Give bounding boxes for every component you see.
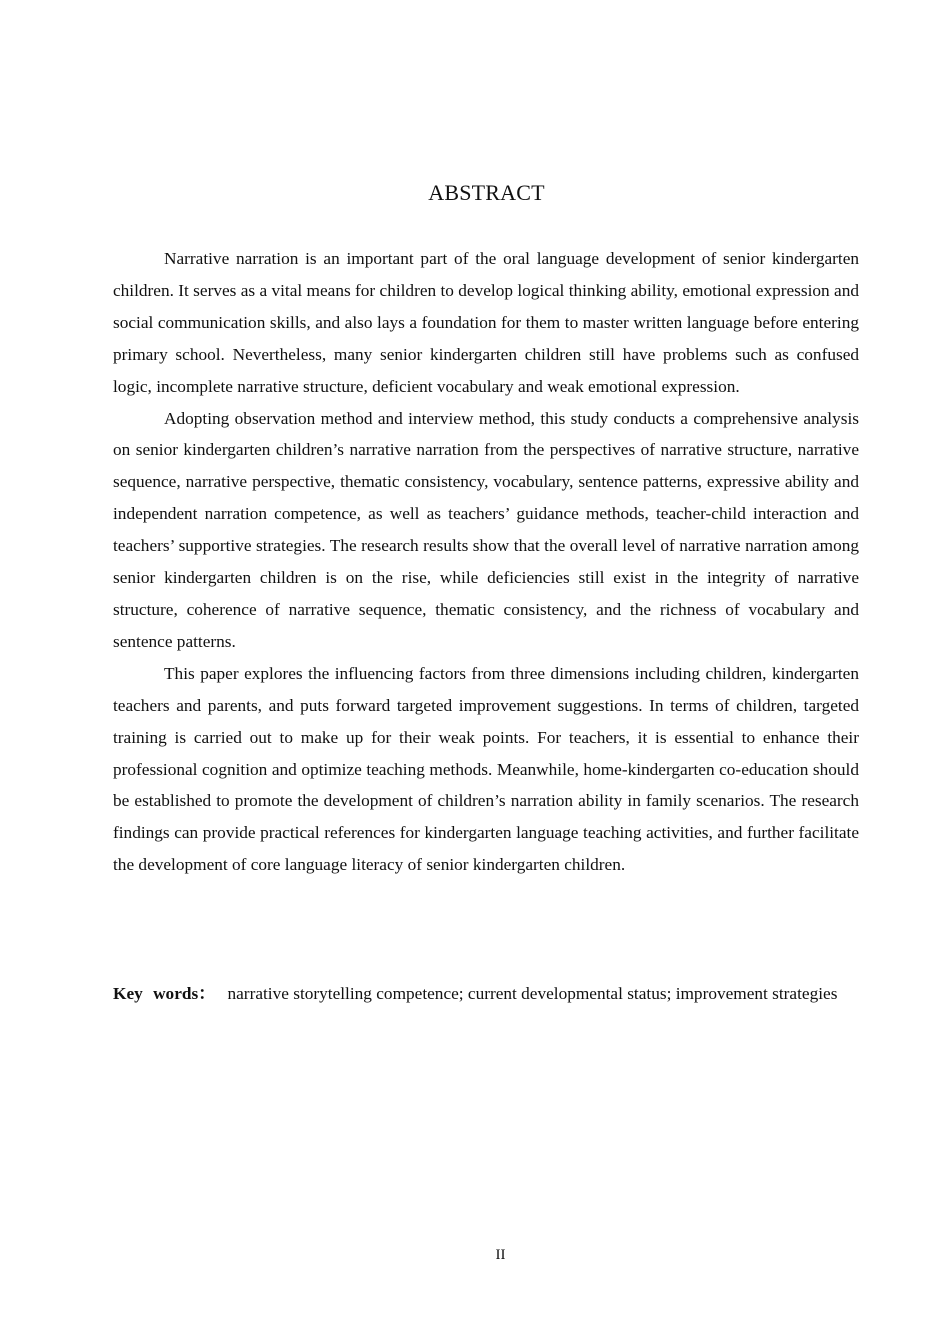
keywords-colon: ： (198, 984, 216, 1003)
abstract-paragraph-1: Narrative narration is an important part of the oral language development of senior kindergarten children. It serves as a vital means for children to develop logical thinking ability, emotional expression and social communication skills, and also lays a foundation for them to master written language before entering primary school. Nevertheless, many senior kindergarten children still have problems such as confused logic, incomplete narrative structure, deficient vocabulary and weak emotional expression. (113, 249, 859, 396)
keywords-label: Key words (113, 984, 199, 1003)
page-number: II (495, 1247, 506, 1263)
abstract-paragraph-2: Adopting observation method and interview method, this study conducts a comprehensive analysis on senior kindergarten children’s narrative narration from the perspectives of narrative structure, narrative sequence, narrative perspective, thematic consistency, vocabulary, sentence patterns, expressive ability and independent narration competence, as well as teachers’ guidance methods, teacher-child interaction and teachers’ supportive strategies. The research results show that the overall level of narrative narration among senior kindergarten children is on the rise, while deficiencies still exist in the integrity of narrative structure, coherence of narrative sequence, thematic consistency, and the richness of vocabulary and sentence patterns. (113, 408, 859, 651)
abstract-paragraph-3: This paper explores the influencing factors from three dimensions including children, kindergarten teachers and parents, and puts forward targeted improvement suggestions. In terms of children, targeted training is carried out to make up for their weak points. For teachers, it is essential to enhance their professional cognition and optimize teaching methods. Meanwhile, home-kindergarten co-education should be established to promote the development of children’s narration ability in family scenarios. The research findings can provide practical references for kindergarten language teaching activities, and further facilitate the development of core language literacy of senior kindergarten children. (113, 663, 859, 875)
abstract-title: ABSTRACT (428, 180, 545, 205)
keywords-text: narrative storytelling competence; current developmental status; improvement strategies (227, 984, 838, 1003)
keywords-line (113, 978, 859, 1010)
abstract-body (113, 243, 859, 881)
